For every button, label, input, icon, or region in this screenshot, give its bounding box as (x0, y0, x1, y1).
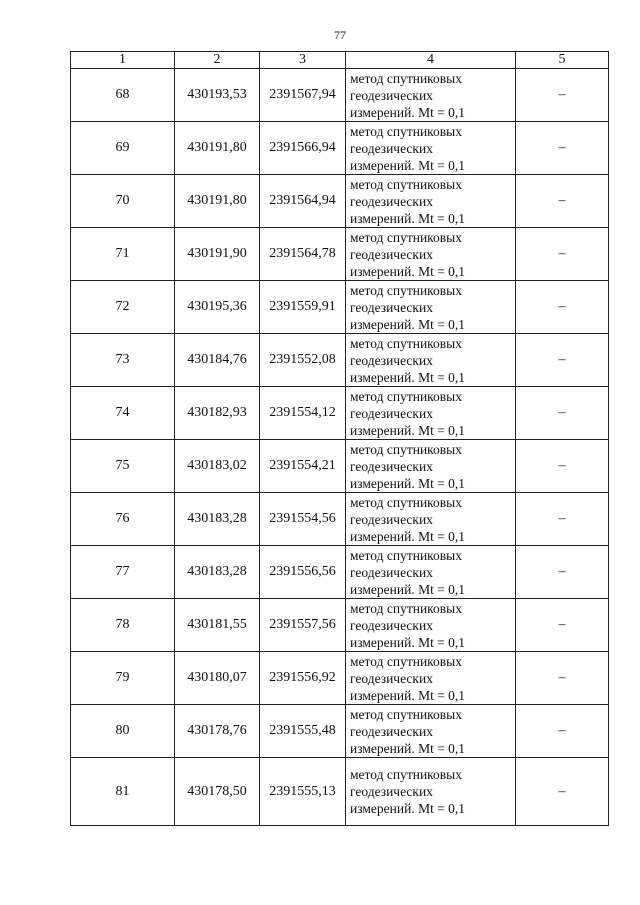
column-header: 1 (71, 52, 175, 69)
point-number-cell: 77 (71, 546, 175, 599)
method-line: геодезических (350, 193, 433, 209)
point-number-cell: 68 (71, 69, 175, 122)
method-line: метод спутниковых (350, 229, 462, 245)
table-row (71, 705, 609, 758)
table-row (71, 440, 609, 493)
y-coordinate-cell: 2391564,78 (260, 228, 346, 281)
method-cell (346, 334, 516, 387)
table-row (71, 228, 609, 281)
method-line: метод спутниковых (350, 653, 462, 669)
method-cell (346, 758, 516, 826)
method-cell (346, 281, 516, 334)
method-line: геодезических (350, 246, 433, 262)
method-line: геодезических (350, 617, 433, 633)
x-coordinate-cell: 430178,50 (175, 758, 260, 826)
method-cell (346, 122, 516, 175)
method-line: метод спутниковых (350, 494, 462, 510)
method-line: метод спутниковых (350, 388, 462, 404)
page-number: 77 (334, 28, 346, 42)
note-cell: – (516, 387, 609, 440)
y-coordinate-cell: 2391566,94 (260, 122, 346, 175)
method-cell (346, 599, 516, 652)
column-header: 3 (260, 52, 346, 69)
note-cell: – (516, 228, 609, 281)
x-coordinate-cell: 430178,76 (175, 705, 260, 758)
point-number-cell: 72 (71, 281, 175, 334)
column-header: 4 (346, 52, 516, 69)
column-header: 5 (516, 52, 609, 69)
table-row (71, 758, 609, 826)
point-number-cell: 81 (71, 758, 175, 826)
method-line: геодезических (350, 87, 433, 103)
method-line: измерений. Mt = 0,1 (350, 422, 466, 438)
point-number-cell: 79 (71, 652, 175, 705)
table-body (71, 69, 609, 826)
method-line: геодезических (350, 299, 433, 315)
x-coordinate-cell: 430180,07 (175, 652, 260, 705)
note-cell: – (516, 175, 609, 228)
x-coordinate-cell: 430184,76 (175, 334, 260, 387)
method-line: измерений. Mt = 0,1 (350, 369, 466, 385)
x-coordinate-cell: 430183,28 (175, 493, 260, 546)
x-coordinate-cell: 430181,55 (175, 599, 260, 652)
note-cell: – (516, 758, 609, 826)
method-line: метод спутниковых (350, 706, 462, 722)
table-row (71, 546, 609, 599)
method-cell (346, 705, 516, 758)
method-line: геодезических (350, 140, 433, 156)
x-coordinate-cell: 430191,80 (175, 175, 260, 228)
point-number-cell: 71 (71, 228, 175, 281)
method-line: измерений. Mt = 0,1 (350, 581, 466, 597)
y-coordinate-cell: 2391564,94 (260, 175, 346, 228)
note-cell: – (516, 281, 609, 334)
y-coordinate-cell: 2391559,91 (260, 281, 346, 334)
x-coordinate-cell: 430183,02 (175, 440, 260, 493)
method-cell (346, 493, 516, 546)
method-cell (346, 652, 516, 705)
method-cell (346, 440, 516, 493)
note-cell: – (516, 69, 609, 122)
note-cell: – (516, 440, 609, 493)
y-coordinate-cell: 2391554,12 (260, 387, 346, 440)
method-line: измерений. Mt = 0,1 (350, 316, 466, 332)
method-line: измерений. Mt = 0,1 (350, 634, 466, 650)
method-line: метод спутниковых (350, 767, 462, 782)
x-coordinate-cell: 430183,28 (175, 546, 260, 599)
point-number-cell: 74 (71, 387, 175, 440)
y-coordinate-cell: 2391555,13 (260, 758, 346, 826)
method-line: измерений. Mt = 0,1 (350, 157, 466, 173)
table-row (71, 122, 609, 175)
point-number-cell: 76 (71, 493, 175, 546)
x-coordinate-cell: 430193,53 (175, 69, 260, 122)
method-line: метод спутниковых (350, 600, 462, 616)
note-cell: – (516, 334, 609, 387)
y-coordinate-cell: 2391556,56 (260, 546, 346, 599)
point-number-cell: 78 (71, 599, 175, 652)
note-cell: – (516, 652, 609, 705)
table-row (71, 599, 609, 652)
method-line: геодезических (350, 564, 433, 580)
method-line: измерений. Mt = 0,1 (350, 801, 466, 816)
table-row (71, 334, 609, 387)
method-line: метод спутниковых (350, 282, 462, 298)
table-row (71, 387, 609, 440)
method-line: геодезических (350, 458, 433, 474)
y-coordinate-cell: 2391567,94 (260, 69, 346, 122)
note-cell: – (516, 493, 609, 546)
method-line: измерений. Mt = 0,1 (350, 687, 466, 703)
coordinates-table (70, 51, 609, 826)
point-number-cell: 70 (71, 175, 175, 228)
table-row (71, 652, 609, 705)
x-coordinate-cell: 430195,36 (175, 281, 260, 334)
method-line: метод спутниковых (350, 123, 462, 139)
note-cell: – (516, 705, 609, 758)
point-number-cell: 73 (71, 334, 175, 387)
method-cell (346, 175, 516, 228)
y-coordinate-cell: 2391554,56 (260, 493, 346, 546)
method-line: геодезических (350, 670, 433, 686)
method-cell (346, 387, 516, 440)
method-line: геодезических (350, 784, 433, 799)
column-header: 2 (175, 52, 260, 69)
note-cell: – (516, 599, 609, 652)
method-line: метод спутниковых (350, 547, 462, 563)
y-coordinate-cell: 2391555,48 (260, 705, 346, 758)
method-cell (346, 69, 516, 122)
method-line: измерений. Mt = 0,1 (350, 475, 466, 491)
point-number-cell: 69 (71, 122, 175, 175)
method-line: геодезических (350, 405, 433, 421)
y-coordinate-cell: 2391552,08 (260, 334, 346, 387)
x-coordinate-cell: 430191,80 (175, 122, 260, 175)
x-coordinate-cell: 430191,90 (175, 228, 260, 281)
y-coordinate-cell: 2391556,92 (260, 652, 346, 705)
method-line: геодезических (350, 511, 433, 527)
table-row (71, 69, 609, 122)
y-coordinate-cell: 2391557,56 (260, 599, 346, 652)
table-header-row (71, 52, 609, 69)
method-line: геодезических (350, 352, 433, 368)
method-line: измерений. Mt = 0,1 (350, 263, 466, 279)
method-line: измерений. Mt = 0,1 (350, 104, 466, 120)
y-coordinate-cell: 2391554,21 (260, 440, 346, 493)
note-cell: – (516, 546, 609, 599)
x-coordinate-cell: 430182,93 (175, 387, 260, 440)
method-line: геодезических (350, 723, 433, 739)
method-line: измерений. Mt = 0,1 (350, 210, 466, 226)
note-cell: – (516, 122, 609, 175)
method-line: метод спутниковых (350, 335, 462, 351)
method-cell (346, 546, 516, 599)
method-line: измерений. Mt = 0,1 (350, 740, 466, 756)
table-row (71, 281, 609, 334)
method-line: метод спутниковых (350, 70, 462, 86)
table-row (71, 493, 609, 546)
point-number-cell: 80 (71, 705, 175, 758)
method-line: метод спутниковых (350, 176, 462, 192)
method-cell (346, 228, 516, 281)
method-line: измерений. Mt = 0,1 (350, 528, 466, 544)
table-row (71, 175, 609, 228)
method-line: метод спутниковых (350, 441, 462, 457)
point-number-cell: 75 (71, 440, 175, 493)
